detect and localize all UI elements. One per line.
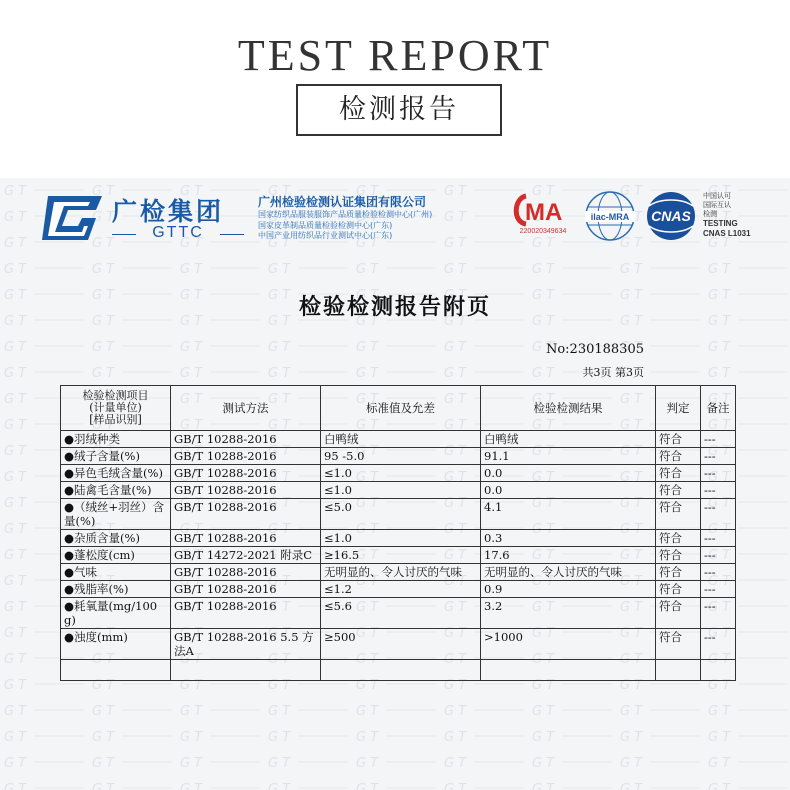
cell-standard: ≤1.0 <box>321 530 481 547</box>
cell-judgment: 符合 <box>656 465 701 482</box>
cell-judgment: 符合 <box>656 482 701 499</box>
cma-logo-icon <box>510 192 576 228</box>
cell-item: ●蓬松度(cm) <box>61 547 171 564</box>
results-table <box>60 385 736 681</box>
cell-result: 0.9 <box>481 581 656 598</box>
center-line-1: 国家纺织品服装服饰产品质量检验检测中心(广州) <box>258 210 433 219</box>
cell-judgment: 符合 <box>656 581 701 598</box>
cell-item: ●（绒丝+羽丝）含量(%) <box>61 499 171 530</box>
cell-remark: --- <box>701 499 736 530</box>
cell-remark: --- <box>701 482 736 499</box>
cell-method: GB/T 10288-2016 <box>171 482 321 499</box>
cnas-code: CNAS L1031 <box>703 229 751 238</box>
company-name: 广州检验检测认证集团有限公司 <box>258 195 427 209</box>
cell-standard: 白鸭绒 <box>321 431 481 448</box>
cnas-logo-icon <box>640 190 702 242</box>
table-row <box>61 465 736 482</box>
cell-item: ●耗氧量(mg/100g) <box>61 598 171 629</box>
table-row <box>61 431 736 448</box>
cell-judgment: 符合 <box>656 448 701 465</box>
cell-judgment: 符合 <box>656 530 701 547</box>
cell-standard: ≤5.0 <box>321 499 481 530</box>
cell-item: ●绒子含量(%) <box>61 448 171 465</box>
report-number: No:230188305 <box>545 342 644 357</box>
cell-item: ●羽绒种类 <box>61 431 171 448</box>
cell-item: ●异色毛绒含量(%) <box>61 465 171 482</box>
cell-remark: --- <box>701 448 736 465</box>
cell-empty <box>481 660 656 681</box>
cnas-testing: TESTING <box>703 219 738 228</box>
cell-remark: --- <box>701 629 736 660</box>
cell-method: GB/T 10288-2016 <box>171 581 321 598</box>
ilac-label: ilac-MRA <box>590 212 630 222</box>
cell-standard: ≥500 <box>321 629 481 660</box>
cell-result: 17.6 <box>481 547 656 564</box>
table-row <box>61 499 736 530</box>
table-row <box>61 564 736 581</box>
page-subtitle-box: 检测报告 <box>296 84 502 136</box>
table-row <box>61 629 736 660</box>
cell-method: GB/T 10288-2016 <box>171 448 321 465</box>
cell-judgment: 符合 <box>656 598 701 629</box>
cell-item: ●残脂率(%) <box>61 581 171 598</box>
cell-judgment: 符合 <box>656 629 701 660</box>
brand-name-en: GTTC <box>112 224 244 242</box>
cell-standard: ≤1.0 <box>321 482 481 499</box>
cell-empty <box>61 660 171 681</box>
cell-method: GB/T 14272-2021 附录C <box>171 547 321 564</box>
cell-method: GB/T 10288-2016 <box>171 564 321 581</box>
cell-empty <box>656 660 701 681</box>
table-header-row <box>61 386 736 431</box>
cell-remark: --- <box>701 547 736 564</box>
cell-remark: --- <box>701 530 736 547</box>
cell-result: 0.0 <box>481 482 656 499</box>
cell-judgment: 符合 <box>656 564 701 581</box>
cell-method: GB/T 10288-2016 <box>171 465 321 482</box>
cnas-text-block <box>703 192 751 239</box>
cell-method: GB/T 10288-2016 <box>171 598 321 629</box>
cell-remark: --- <box>701 564 736 581</box>
cell-standard: ≥16.5 <box>321 547 481 564</box>
cell-standard: 95 -5.0 <box>321 448 481 465</box>
table-row <box>61 547 736 564</box>
cell-standard: ≤5.6 <box>321 598 481 629</box>
cell-result: >1000 <box>481 629 656 660</box>
table-row <box>61 598 736 629</box>
table-row <box>61 448 736 465</box>
cell-empty <box>171 660 321 681</box>
cell-standard: ≤1.2 <box>321 581 481 598</box>
table-body <box>61 431 736 681</box>
header-standard: 标准值及允差 <box>321 386 481 431</box>
table-row <box>61 530 736 547</box>
cell-remark: --- <box>701 431 736 448</box>
cell-result: 91.1 <box>481 448 656 465</box>
cell-method: GB/T 10288-2016 <box>171 431 321 448</box>
cell-item: ●气味 <box>61 564 171 581</box>
cell-result: 白鸭绒 <box>481 431 656 448</box>
table-row-empty <box>61 660 736 681</box>
cell-result: 0.3 <box>481 530 656 547</box>
cma-label: MA <box>525 199 563 226</box>
cell-empty <box>701 660 736 681</box>
cnas-text-3: 检测 <box>703 211 717 218</box>
cell-method: GB/T 10288-2016 <box>171 499 321 530</box>
cell-result: 4.1 <box>481 499 656 530</box>
ilac-mra-logo-icon <box>583 189 637 243</box>
table-row <box>61 581 736 598</box>
cell-method: GB/T 10288-2016 <box>171 530 321 547</box>
header-item: 检验检测项目 (计量单位) [样品识别] <box>61 386 171 431</box>
cell-result: 3.2 <box>481 598 656 629</box>
cell-item: ●陆禽毛含量(%) <box>61 482 171 499</box>
cnas-text-2: 国际互认 <box>703 202 731 209</box>
center-line-3: 中国产业用纺织品行业测试中心(广东) <box>258 231 393 240</box>
page-indicator: 共3页 第3页 <box>582 366 644 379</box>
cell-item: ●浊度(mm) <box>61 629 171 660</box>
table-row <box>61 482 736 499</box>
cma-number: 220020349634 <box>519 228 567 235</box>
header-remark: 备注 <box>701 386 736 431</box>
report-document <box>0 178 790 790</box>
header-result: 检验检测结果 <box>481 386 656 431</box>
cnas-label: CNAS <box>651 208 691 224</box>
brand-name-cn: 广检集团 <box>112 197 225 226</box>
cell-method: GB/T 10288-2016 5.5 方法A <box>171 629 321 660</box>
center-line-2: 国家皮革制品质量检验检测中心(广东) <box>258 220 393 230</box>
document-title: 检验检测报告附页 <box>298 295 491 320</box>
cell-item: ●杂质含量(%) <box>61 530 171 547</box>
cell-empty <box>321 660 481 681</box>
cell-result: 无明显的、令人讨厌的气味 <box>481 564 656 581</box>
cell-standard: ≤1.0 <box>321 465 481 482</box>
cell-judgment: 符合 <box>656 547 701 564</box>
cell-remark: --- <box>701 465 736 482</box>
page-title: TEST REPORT <box>237 31 553 80</box>
company-info <box>258 194 432 242</box>
cell-judgment: 符合 <box>656 499 701 530</box>
cnas-text-1: 中国认可 <box>703 193 731 200</box>
header-judgment: 判定 <box>656 386 701 431</box>
header-method: 测试方法 <box>171 386 321 431</box>
cell-result: 0.0 <box>481 465 656 482</box>
gttc-logo-icon <box>38 192 106 244</box>
cell-standard: 无明显的、令人讨厌的气味 <box>321 564 481 581</box>
cell-judgment: 符合 <box>656 431 701 448</box>
cell-remark: --- <box>701 598 736 629</box>
cell-remark: --- <box>701 581 736 598</box>
